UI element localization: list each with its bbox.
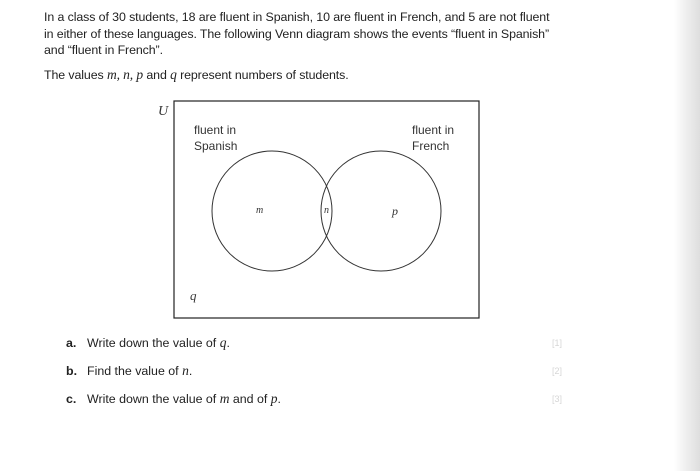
question-a-var: q (219, 335, 227, 350)
variables-mnp: m, n, p (106, 66, 144, 82)
question-b-end: . (188, 364, 193, 378)
french-label-line-2: French (412, 139, 450, 153)
intro-paragraph (44, 9, 604, 59)
question-a (66, 335, 230, 351)
question-a-label: a. (66, 336, 77, 350)
problem-statement (44, 9, 604, 83)
intro-line-3: and “fluent in French”. (44, 43, 163, 57)
variables-text-and: and (143, 67, 171, 82)
question-c-var-p: p (270, 391, 278, 406)
spanish-circle (212, 151, 332, 271)
question-b-text: Find the value of (87, 364, 183, 378)
variable-q: q (170, 66, 177, 82)
venn-diagram (155, 100, 485, 322)
region-m-label: m (256, 205, 264, 216)
question-b-label: b. (66, 364, 78, 378)
variables-text-pre: The values (44, 67, 107, 82)
question-c-label: c. (66, 392, 77, 406)
intro-line-1: In a class of 30 students, 18 are fluent in Spanish, 10 are fluent in French, and 5 are not fluent (44, 10, 550, 24)
marks-b: [2] (552, 366, 563, 376)
question-c-var-m: m (219, 391, 230, 406)
question-a-text: Write down the value of (87, 336, 220, 350)
spanish-label-line-2: Spanish (194, 139, 238, 153)
page-edge-shadow (674, 0, 700, 471)
question-c-end: . (277, 392, 281, 406)
question-c (66, 391, 281, 407)
spanish-label-line-1: fluent in (194, 123, 237, 137)
question-b (66, 363, 192, 379)
french-circle (321, 151, 441, 271)
variables-paragraph (44, 67, 604, 84)
region-n-label: n (324, 205, 329, 216)
universe-label: U (158, 104, 169, 119)
region-q-label: q (190, 288, 197, 303)
question-a-end: . (226, 336, 230, 350)
marks-a: [1] (552, 338, 563, 348)
french-label-line-1: fluent in (412, 123, 455, 137)
question-b-var: n (182, 363, 189, 378)
question-c-text-mid: and of (229, 392, 271, 406)
intro-line-2: in either of these languages. The following Venn diagram shows the events “fluent in Spanish” (44, 26, 550, 41)
region-p-label: p (392, 204, 398, 218)
marks-c: [3] (552, 394, 563, 404)
variables-text-post: represent numbers of students. (176, 67, 349, 82)
question-c-text: Write down the value of (87, 392, 220, 406)
